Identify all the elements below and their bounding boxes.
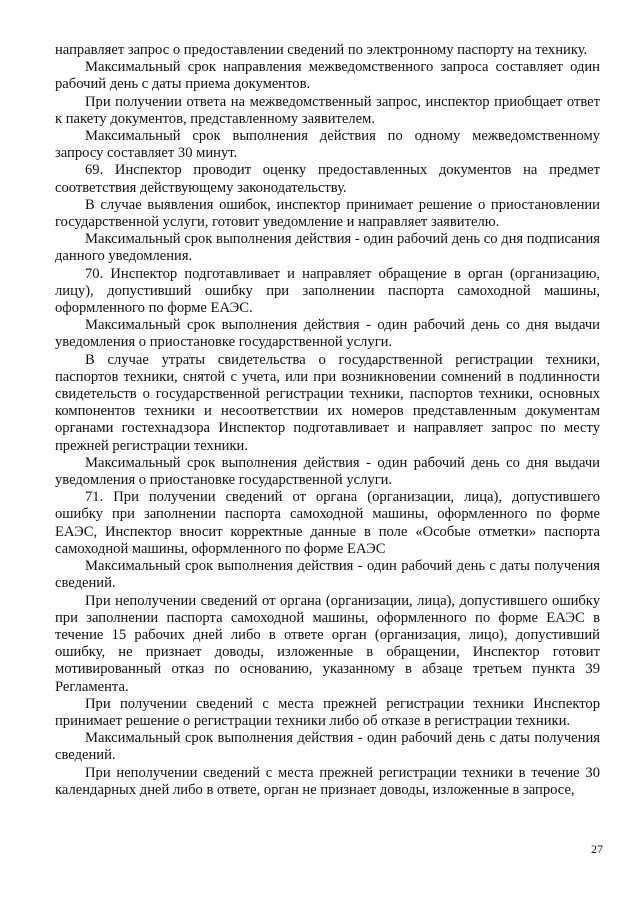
paragraph: 71. При получении сведений от органа (организации, лица), допустившего ошибку при заполнении паспорта самоходной машины, оформленного по форме ЕАЭС, Инспектор вносит корректные данные в поле «Особые отметки» паспорта самоходной машины, оформленного по форме ЕАЭС [55, 489, 600, 557]
paragraph: 70. Инспектор подготавливает и направляет обращение в орган (организацию, лицу), допустивший ошибку при заполнении паспорта самоходной машины, оформленного по форме ЕАЭС. [55, 265, 600, 317]
paragraph: Максимальный срок выполнения действия - один рабочий день с даты получения сведений. [55, 558, 600, 592]
paragraph: При получении сведений с места прежней регистрации техники Инспектор принимает решение о регистрации техники либо об отказе в регистрации техники. [55, 695, 600, 729]
paragraph: При получении ответа на межведомственный запрос, инспектор приобщает ответ к пакету документов, представленному заявителем. [55, 93, 600, 127]
paragraph: При неполучении сведений от органа (организации, лица), допустившего ошибку при заполнении паспорта самоходной машины, оформленного по форме ЕАЭС в течение 15 рабочих дней либо в ответе орган (организация, лицо), допустивший ошибку, не признает доводы, изложенные в обращении, Инспектор готовит мотивированный отказ по основанию, указанному в абзаце третьем пункта 39 Регламента. [55, 592, 600, 695]
paragraph: Максимальный срок выполнения действия - один рабочий день со дня выдачи уведомления о приостановке государственной услуги. [55, 317, 600, 351]
paragraph: направляет запрос о предоставлении сведений по электронному паспорту на технику. [55, 42, 588, 58]
paragraph: Максимальный срок выполнения действия - один рабочий день с даты получения сведений. [55, 730, 600, 764]
paragraph: При неполучении сведений с места прежней регистрации техники в течение 30 календарных дней либо в ответе, орган не признает доводы, изложенные в запросе, [55, 764, 600, 798]
body-text [55, 42, 600, 799]
paragraph: В случае выявления ошибок, инспектор принимает решение о приостановлении государственной услуги, готовит уведомление и направляет заявителю. [55, 196, 600, 231]
paragraph: 69. Инспектор проводит оценку предоставленных документов на предмет соответствия действующему законодательству. [55, 162, 600, 196]
paragraph: Максимальный срок выполнения действия - один рабочий день со дня выдачи уведомления о приостановке государственной услуги. [55, 454, 600, 489]
paragraph: Максимальный срок выполнения действия - один рабочий день со дня подписания данного уведомления. [55, 231, 600, 265]
paragraph: В случае утраты свидетельства о государственной регистрации техники, паспортов техники, снятой с учета, или при возникновении сомнений в подлинности свидетельств о государственной регистрации техники, паспортов техники, основных компонентов техники и несоответствии их номеров представленным документам органами гостехнадзора Инспектор подготавливает и направляет запрос по месту прежней регистрации техники. [55, 351, 600, 454]
paragraph: Максимальный срок направления межведомственного запроса составляет один рабочий день с даты приема документов. [55, 59, 600, 93]
page-number: 27 [591, 842, 603, 856]
paragraph: Максимальный срок выполнения действия по одному межведомственному запросу составляет 30 минут. [55, 128, 600, 162]
